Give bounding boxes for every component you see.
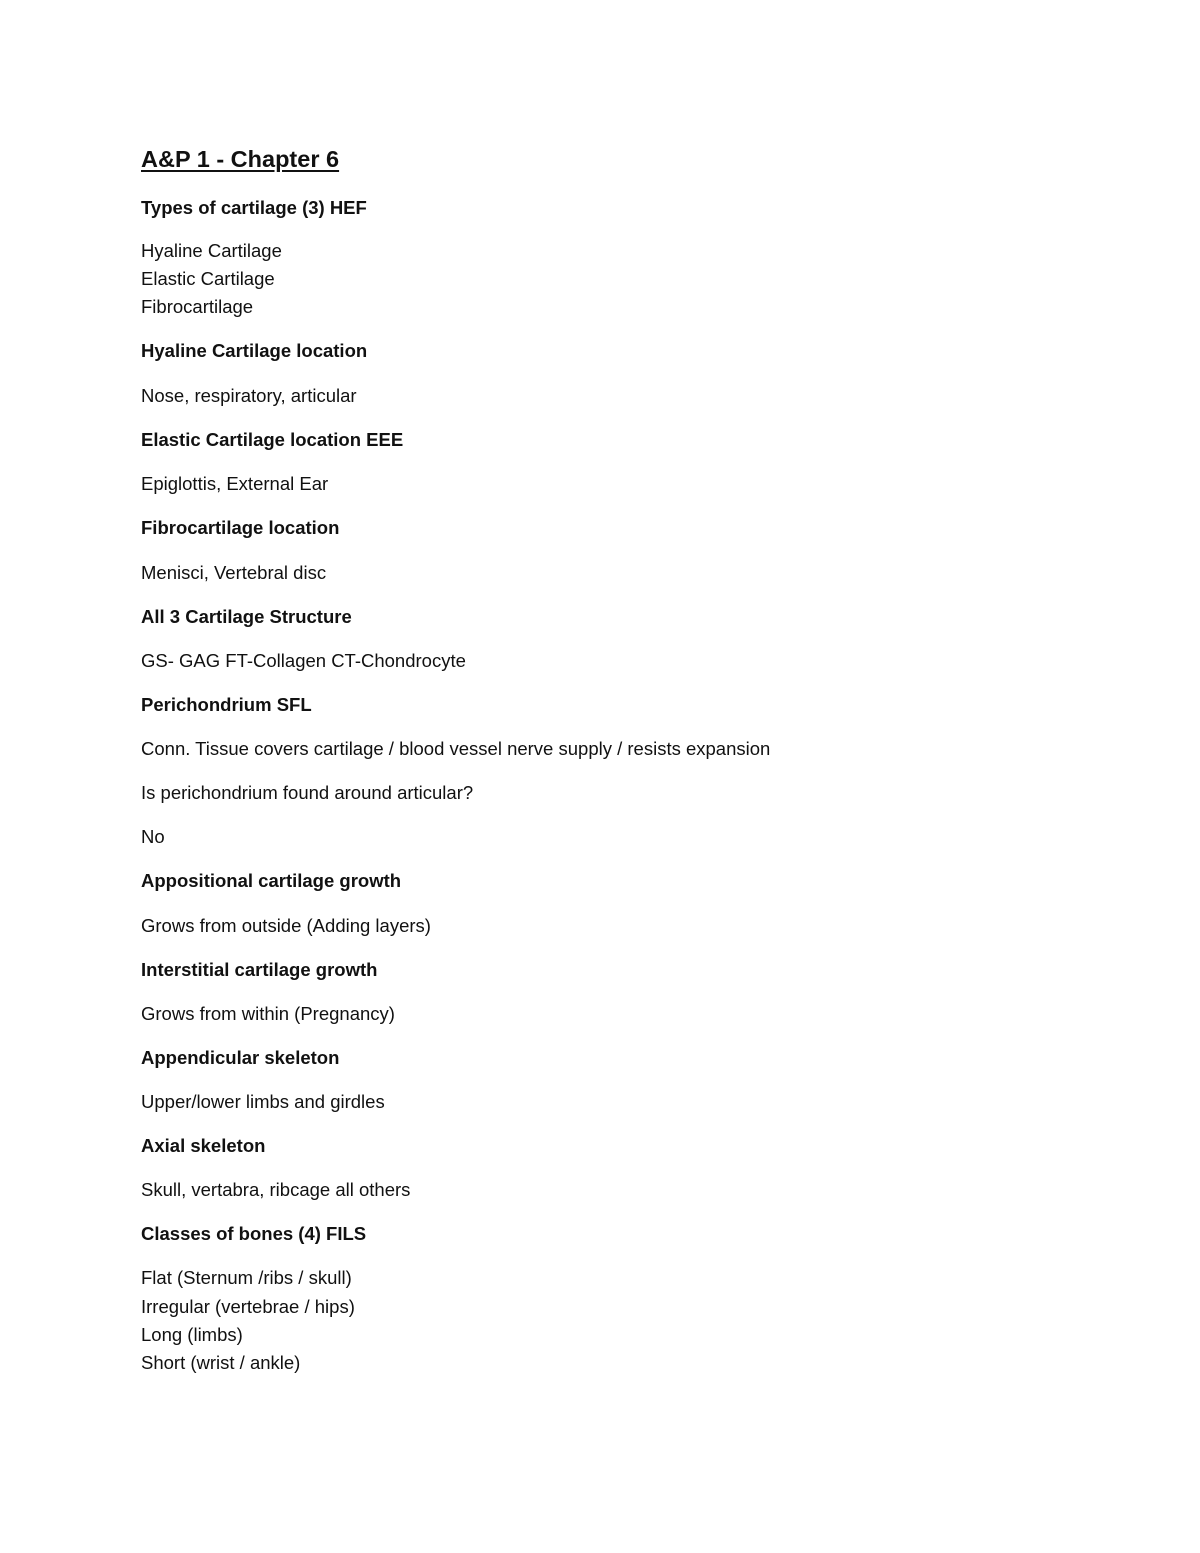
section-line: Fibrocartilage (141, 296, 254, 317)
section-line: Upper/lower limbs and girdles (141, 1091, 385, 1112)
document-title: A&P 1 - Chapter 6 (141, 146, 340, 172)
section-line: Skull, vertabra, ribcage all others (141, 1179, 411, 1200)
section-line: Elastic Cartilage (141, 268, 275, 289)
section-heading-elastic-location: Elastic Cartilage location EEE (141, 429, 404, 450)
question-text: Is perichondrium found around articular? (141, 782, 474, 803)
section-heading-fibrocartilage-location: Fibrocartilage location (141, 517, 340, 538)
section-line: Nose, respiratory, articular (141, 385, 357, 406)
section-heading-cartilage-types: Types of cartilage (3) HEF (141, 197, 367, 218)
section-heading-hyaline-location: Hyaline Cartilage location (141, 340, 368, 361)
section-line: Grows from within (Pregnancy) (141, 1003, 395, 1024)
section-heading-interstitial-growth: Interstitial cartilage growth (141, 959, 378, 980)
section-line: Hyaline Cartilage (141, 240, 282, 261)
section-line: Flat (Sternum /ribs / skull) (141, 1267, 352, 1288)
answer-text: No (141, 826, 165, 847)
section-line: GS- GAG FT-Collagen CT-Chondrocyte (141, 650, 466, 671)
section-heading-cartilage-structure: All 3 Cartilage Structure (141, 606, 352, 627)
section-line: Menisci, Vertebral disc (141, 562, 327, 583)
section-line: Conn. Tissue covers cartilage / blood vessel nerve supply / resists expansion (141, 738, 771, 759)
section-line: Irregular (vertebrae / hips) (141, 1296, 355, 1317)
section-heading-axial-skeleton: Axial skeleton (141, 1135, 266, 1156)
section-heading-appendicular-skeleton: Appendicular skeleton (141, 1047, 340, 1068)
section-line: Short (wrist / ankle) (141, 1352, 301, 1373)
section-line: Epiglottis, External Ear (141, 473, 329, 494)
section-line: Grows from outside (Adding layers) (141, 915, 431, 936)
section-heading-appositional-growth: Appositional cartilage growth (141, 870, 402, 891)
section-heading-perichondrium: Perichondrium SFL (141, 694, 312, 715)
section-heading-bone-classes: Classes of bones (4) FILS (141, 1223, 367, 1244)
section-line: Long (limbs) (141, 1324, 243, 1345)
